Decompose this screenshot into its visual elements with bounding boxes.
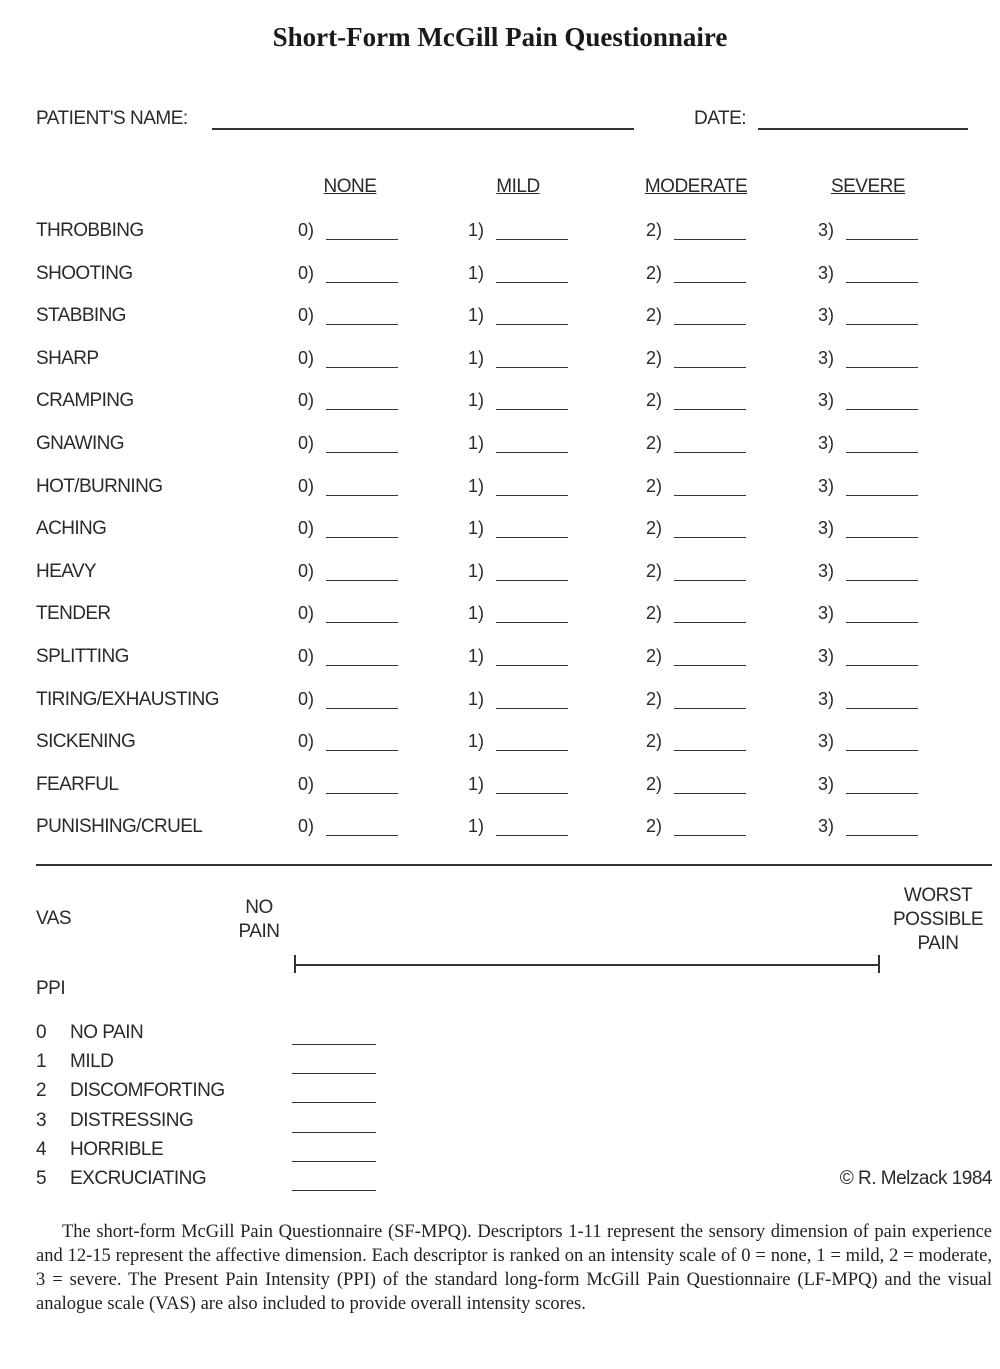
option-number: 1) xyxy=(468,731,485,752)
intensity-option[interactable] xyxy=(468,603,496,624)
option-number: 1) xyxy=(468,773,485,794)
option-number: 3) xyxy=(818,518,835,539)
option-blank[interactable] xyxy=(846,367,918,368)
option-number: 1) xyxy=(468,603,485,624)
descriptor-label: HOT/BURNING xyxy=(36,475,163,497)
option-number: 3) xyxy=(818,262,835,283)
descriptor-row xyxy=(0,774,1000,804)
descriptor-label: THROBBING xyxy=(36,220,144,241)
intensity-option[interactable] xyxy=(468,263,496,284)
option-number: 2) xyxy=(646,646,663,666)
option-number: 3) xyxy=(818,347,835,368)
vas-no-pain-line2: PAIN xyxy=(238,921,280,942)
ppi-number: 0 xyxy=(36,1022,47,1043)
option-blank[interactable] xyxy=(496,665,568,666)
option-blank[interactable] xyxy=(496,750,568,751)
option-blank[interactable] xyxy=(674,367,746,368)
vas-right-tick xyxy=(878,955,880,973)
intensity-option[interactable] xyxy=(298,774,326,795)
vas-worst-line2: POSSIBLE xyxy=(893,909,983,930)
intensity-option[interactable] xyxy=(646,263,674,284)
intensity-option[interactable] xyxy=(468,433,496,454)
option-number: 3) xyxy=(818,731,835,752)
option-blank[interactable] xyxy=(846,835,918,836)
option-blank[interactable] xyxy=(326,793,398,794)
option-blank[interactable] xyxy=(846,324,918,325)
intensity-option[interactable] xyxy=(646,689,674,710)
option-number: 3) xyxy=(818,475,835,496)
option-number: 0) xyxy=(298,475,315,496)
option-blank[interactable] xyxy=(674,835,746,836)
vas-label: VAS xyxy=(36,908,72,929)
option-blank[interactable] xyxy=(326,367,398,368)
option-number: 3) xyxy=(818,646,835,666)
descriptor-label: SHOOTING xyxy=(36,262,133,284)
option-number: 1) xyxy=(468,816,485,837)
option-number: 3) xyxy=(818,816,835,837)
intensity-option[interactable] xyxy=(818,518,846,539)
column-header-severe: SEVERE xyxy=(830,176,906,197)
option-blank[interactable] xyxy=(496,622,568,623)
descriptor-row xyxy=(0,476,1000,506)
option-number: 0) xyxy=(298,262,315,283)
vas-no-pain-line1: NO xyxy=(245,897,273,918)
option-blank[interactable] xyxy=(326,750,398,751)
option-number: 0) xyxy=(298,731,315,752)
option-number: 2) xyxy=(646,475,663,496)
option-number: 3) xyxy=(818,390,835,411)
ppi-number: 2 xyxy=(36,1080,47,1102)
column-header-mild: MILD xyxy=(496,176,540,197)
descriptor-row xyxy=(0,263,1000,293)
vas-left-tick xyxy=(294,955,296,973)
intensity-option[interactable] xyxy=(818,646,846,667)
option-number: 1) xyxy=(468,262,485,283)
intensity-option[interactable] xyxy=(298,518,326,539)
option-number: 0) xyxy=(298,646,315,666)
intensity-option[interactable] xyxy=(646,220,674,241)
intensity-option[interactable] xyxy=(298,305,326,326)
ppi-number: 4 xyxy=(36,1138,47,1160)
option-number: 0) xyxy=(298,603,315,624)
ppi-text: DISCOMFORTING xyxy=(70,1080,225,1102)
intensity-option[interactable] xyxy=(298,816,326,837)
intensity-option[interactable] xyxy=(468,518,496,539)
option-blank[interactable] xyxy=(674,622,746,623)
option-number: 0) xyxy=(298,773,315,794)
option-number: 1) xyxy=(468,390,485,411)
intensity-option[interactable] xyxy=(298,390,326,411)
option-blank[interactable] xyxy=(846,452,918,453)
descriptor-label: GNAWING xyxy=(36,433,124,454)
descriptor-label: TENDER xyxy=(36,603,111,625)
option-number: 2) xyxy=(646,262,663,283)
option-number: 3) xyxy=(818,305,835,326)
option-number: 2) xyxy=(646,816,663,837)
copyright: © R. Melzack 1984 xyxy=(839,1168,992,1189)
intensity-option[interactable] xyxy=(646,518,674,539)
option-blank[interactable] xyxy=(496,708,568,709)
ppi-text: MILD xyxy=(70,1051,114,1073)
option-blank[interactable] xyxy=(674,324,746,325)
option-blank[interactable] xyxy=(674,708,746,709)
intensity-option[interactable] xyxy=(468,731,496,752)
option-blank[interactable] xyxy=(674,452,746,453)
option-number: 3) xyxy=(818,688,835,709)
ppi-text: EXCRUCIATING xyxy=(70,1168,207,1189)
descriptor-label: PUNISHING/CRUEL xyxy=(36,816,203,838)
option-blank[interactable] xyxy=(846,239,918,240)
intensity-option[interactable] xyxy=(818,689,846,710)
option-blank[interactable] xyxy=(674,282,746,283)
option-blank[interactable] xyxy=(496,537,568,538)
vas-no-pain-anchor xyxy=(222,896,296,944)
option-number: 1) xyxy=(468,475,485,496)
option-number: 3) xyxy=(818,433,835,453)
option-number: 3) xyxy=(818,603,835,624)
option-number: 2) xyxy=(646,560,663,581)
option-blank[interactable] xyxy=(496,495,568,496)
intensity-option[interactable] xyxy=(298,689,326,710)
descriptor-label: SICKENING xyxy=(36,731,136,753)
option-blank[interactable] xyxy=(846,622,918,623)
intensity-option[interactable] xyxy=(298,433,326,454)
option-blank[interactable] xyxy=(496,835,568,836)
option-number: 1) xyxy=(468,560,485,581)
option-blank[interactable] xyxy=(326,708,398,709)
intensity-option[interactable] xyxy=(646,561,674,582)
descriptor-label: SPLITTING xyxy=(36,646,129,667)
option-number: 3) xyxy=(818,773,835,794)
intensity-option[interactable] xyxy=(298,476,326,497)
option-blank[interactable] xyxy=(674,580,746,581)
intensity-option[interactable] xyxy=(298,220,326,241)
column-header-moderate: MODERATE xyxy=(644,176,748,197)
option-blank[interactable] xyxy=(326,282,398,283)
option-blank[interactable] xyxy=(846,793,918,794)
intensity-option[interactable] xyxy=(818,816,846,837)
descriptor-row xyxy=(0,220,1000,250)
option-blank[interactable] xyxy=(846,537,918,538)
option-blank[interactable] xyxy=(846,708,918,709)
ppi-blank[interactable] xyxy=(292,1190,376,1191)
option-number: 1) xyxy=(468,518,485,539)
ppi-text: DISTRESSING xyxy=(70,1109,194,1131)
option-blank[interactable] xyxy=(326,665,398,666)
option-number: 2) xyxy=(646,305,663,326)
intensity-option[interactable] xyxy=(298,646,326,667)
intensity-option[interactable] xyxy=(818,561,846,582)
intensity-option[interactable] xyxy=(818,263,846,284)
ppi-blank[interactable] xyxy=(292,1044,376,1045)
option-number: 1) xyxy=(468,433,485,453)
option-number: 2) xyxy=(646,347,663,368)
intensity-option[interactable] xyxy=(818,731,846,752)
ppi-item xyxy=(36,1139,276,1167)
option-number: 2) xyxy=(646,220,663,240)
intensity-option[interactable] xyxy=(468,774,496,795)
column-header-none: NONE xyxy=(323,176,377,197)
ppi-number: 5 xyxy=(36,1168,47,1189)
option-blank[interactable] xyxy=(326,409,398,410)
option-blank[interactable] xyxy=(326,835,398,836)
intensity-option[interactable] xyxy=(468,390,496,411)
option-blank[interactable] xyxy=(496,793,568,794)
option-number: 0) xyxy=(298,347,315,368)
option-blank[interactable] xyxy=(496,452,568,453)
option-blank[interactable] xyxy=(326,452,398,453)
option-number: 2) xyxy=(646,603,663,624)
option-blank[interactable] xyxy=(326,495,398,496)
intensity-option[interactable] xyxy=(298,263,326,284)
intensity-option[interactable] xyxy=(818,348,846,369)
descriptor-row xyxy=(0,689,1000,719)
option-number: 1) xyxy=(468,688,485,709)
option-number: 2) xyxy=(646,433,663,453)
option-number: 0) xyxy=(298,390,315,411)
ppi-blank[interactable] xyxy=(292,1102,376,1103)
intensity-option[interactable] xyxy=(646,646,674,667)
option-number: 3) xyxy=(818,560,835,581)
patient-name-field[interactable] xyxy=(212,128,634,130)
option-blank[interactable] xyxy=(846,409,918,410)
descriptor-row xyxy=(0,433,1000,463)
option-blank[interactable] xyxy=(674,665,746,666)
date-label: DATE: xyxy=(694,108,747,129)
option-blank[interactable] xyxy=(674,793,746,794)
option-blank[interactable] xyxy=(326,324,398,325)
ppi-blank[interactable] xyxy=(292,1132,376,1133)
option-blank[interactable] xyxy=(496,324,568,325)
descriptor-label: CRAMPING xyxy=(36,390,134,412)
intensity-option[interactable] xyxy=(468,348,496,369)
intensity-option[interactable] xyxy=(646,305,674,326)
descriptor-label: ACHING xyxy=(36,518,107,540)
descriptor-label: TIRING/EXHAUSTING xyxy=(36,688,219,710)
date-field[interactable] xyxy=(758,128,968,130)
option-number: 0) xyxy=(298,305,315,326)
option-number: 0) xyxy=(298,688,315,709)
descriptor-label: HEAVY xyxy=(36,560,97,582)
descriptor-row xyxy=(0,603,1000,633)
option-number: 3) xyxy=(818,220,835,240)
intensity-option[interactable] xyxy=(468,816,496,837)
intensity-option[interactable] xyxy=(818,476,846,497)
section-divider xyxy=(36,864,992,866)
option-number: 2) xyxy=(646,390,663,411)
caption-paragraph: The short-form McGill Pain Questionnaire (SF-MPQ). Descriptors 1-11 represent the sensory dimension of pain experience and 12-15 represent the affective dimension. Each descriptor is ranked on an intensity scale of 0 = none, 1 = mild, 2 = moderate, 3 = severe. The Present Pain Intensity (PPI) of the standard long-form McGill Pain Questionnaire (LF-MPQ) and the visual analogue scale (VAS) are also included to provide overall intensity scores. xyxy=(36,1222,992,1314)
intensity-option[interactable] xyxy=(468,476,496,497)
option-blank[interactable] xyxy=(326,239,398,240)
option-number: 1) xyxy=(468,305,485,326)
option-number: 1) xyxy=(468,220,485,240)
intensity-option[interactable] xyxy=(468,646,496,667)
ppi-item xyxy=(36,1051,276,1079)
option-blank[interactable] xyxy=(674,409,746,410)
option-blank[interactable] xyxy=(846,665,918,666)
descriptor-row xyxy=(0,390,1000,420)
ppi-number: 1 xyxy=(36,1051,47,1073)
option-number: 2) xyxy=(646,688,663,709)
option-blank[interactable] xyxy=(496,367,568,368)
intensity-option[interactable] xyxy=(468,561,496,582)
intensity-option[interactable] xyxy=(646,731,674,752)
intensity-option[interactable] xyxy=(818,774,846,795)
page-title: Short-Form McGill Pain Questionnaire xyxy=(272,22,728,52)
option-blank[interactable] xyxy=(674,537,746,538)
ppi-item xyxy=(36,1022,276,1050)
descriptor-row xyxy=(0,348,1000,378)
intensity-option[interactable] xyxy=(646,476,674,497)
option-number: 0) xyxy=(298,560,315,581)
intensity-option[interactable] xyxy=(818,603,846,624)
descriptor-label: SHARP xyxy=(36,347,99,369)
option-blank[interactable] xyxy=(326,580,398,581)
vas-worst-line3: PAIN xyxy=(917,933,959,954)
intensity-option[interactable] xyxy=(646,603,674,624)
descriptor-label: FEARFUL xyxy=(36,773,119,795)
descriptor-label: STABBING xyxy=(36,305,126,327)
intensity-option[interactable] xyxy=(298,731,326,752)
option-blank[interactable] xyxy=(846,750,918,751)
descriptor-row xyxy=(0,731,1000,761)
option-number: 1) xyxy=(468,347,485,368)
ppi-label: PPI xyxy=(36,978,66,999)
descriptor-row xyxy=(0,816,1000,846)
ppi-item xyxy=(36,1080,276,1108)
intensity-option[interactable] xyxy=(818,390,846,411)
option-blank[interactable] xyxy=(496,409,568,410)
option-number: 2) xyxy=(646,731,663,752)
intensity-option[interactable] xyxy=(646,390,674,411)
option-blank[interactable] xyxy=(496,239,568,240)
intensity-option[interactable] xyxy=(468,689,496,710)
option-blank[interactable] xyxy=(846,282,918,283)
option-blank[interactable] xyxy=(674,239,746,240)
intensity-option[interactable] xyxy=(468,305,496,326)
ppi-blank[interactable] xyxy=(292,1073,376,1074)
option-blank[interactable] xyxy=(846,580,918,581)
ppi-text: NO PAIN xyxy=(70,1022,144,1043)
option-number: 1) xyxy=(468,646,485,666)
option-blank[interactable] xyxy=(496,282,568,283)
intensity-option[interactable] xyxy=(646,348,674,369)
vas-worst-pain-anchor xyxy=(884,884,992,956)
ppi-item xyxy=(36,1168,276,1196)
option-blank[interactable] xyxy=(674,495,746,496)
option-blank[interactable] xyxy=(674,750,746,751)
ppi-text: HORRIBLE xyxy=(70,1138,164,1160)
descriptor-row xyxy=(0,646,1000,676)
option-number: 0) xyxy=(298,816,315,837)
ppi-blank[interactable] xyxy=(292,1161,376,1162)
vas-scale-line[interactable] xyxy=(294,964,880,966)
intensity-option[interactable] xyxy=(298,348,326,369)
intensity-option[interactable] xyxy=(468,220,496,241)
descriptor-row xyxy=(0,518,1000,548)
vas-worst-line1: WORST xyxy=(903,885,973,906)
intensity-option[interactable] xyxy=(646,774,674,795)
intensity-option[interactable] xyxy=(818,220,846,241)
intensity-option[interactable] xyxy=(818,433,846,454)
intensity-option[interactable] xyxy=(298,561,326,582)
option-number: 2) xyxy=(646,518,663,539)
option-blank[interactable] xyxy=(846,495,918,496)
option-number: 0) xyxy=(298,220,315,240)
intensity-option[interactable] xyxy=(646,816,674,837)
descriptor-row xyxy=(0,561,1000,591)
intensity-option[interactable] xyxy=(646,433,674,454)
option-blank[interactable] xyxy=(496,580,568,581)
option-number: 2) xyxy=(646,773,663,794)
intensity-option[interactable] xyxy=(818,305,846,326)
patient-name-label: PATIENT'S NAME: xyxy=(36,108,188,129)
ppi-number: 3 xyxy=(36,1109,47,1131)
option-blank[interactable] xyxy=(326,537,398,538)
option-number: 0) xyxy=(298,518,315,539)
intensity-option[interactable] xyxy=(298,603,326,624)
option-blank[interactable] xyxy=(326,622,398,623)
option-number: 0) xyxy=(298,433,315,453)
ppi-item xyxy=(36,1110,276,1138)
descriptor-row xyxy=(0,305,1000,335)
